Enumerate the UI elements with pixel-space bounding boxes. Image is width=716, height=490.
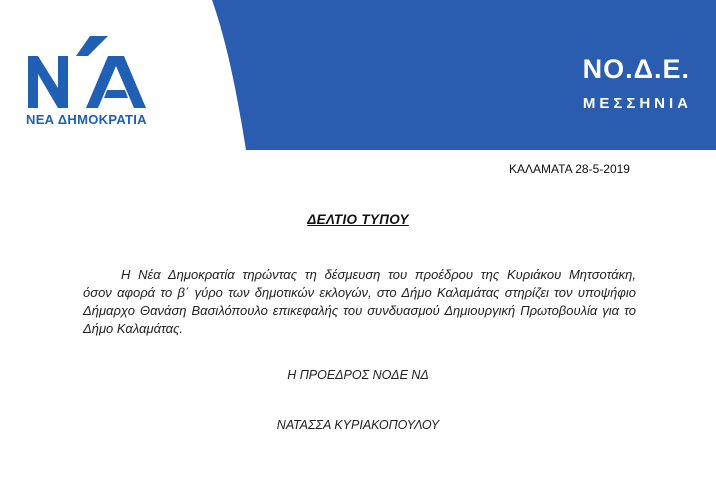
letterhead <box>0 0 716 150</box>
document-title: ΔΕΛΤΙΟ ΤΥΠΟΥ <box>307 212 409 227</box>
press-release-body <box>83 266 636 338</box>
document-date: ΚΑΛΑΜΑΤΑ 28-5-2019 <box>509 162 630 176</box>
organization-title: ΝΟ.Δ.Ε. <box>582 54 690 84</box>
body-line: Δήμο Καλαμάτας. <box>83 321 184 336</box>
signer-role: Η ΠΡΟΕΔΡΟΣ ΝΟΔΕ ΝΔ <box>287 368 429 382</box>
body-line: Δήμαρχο Θανάση Βασιλόπουλο επικεφαλής του συνδυασμού Δημιουργική Πρωτοβουλία για το <box>83 303 636 318</box>
signer-name: ΝΑΤΑΣΣΑ ΚΥΡΙΑΚΟΠΟΥΛΟΥ <box>276 418 440 432</box>
body-line: όσον αφορά το β΄ γύρο των δημοτικών εκλογών, στο Δήμο Καλαμάτας στηρίζει τον υποψήφιο <box>83 285 636 300</box>
body-line: Η Νέα Δημοκρατία τηρώντας τη δέσμευση του προέδρου της Κυριάκου Μητσοτάκη, <box>121 267 636 282</box>
logo-caption: ΝΕΑ ΔΗΜΟΚΡΑΤΙΑ <box>26 112 147 127</box>
organization-subtitle: ΜΕΣΣΗΝΙΑ <box>582 95 692 112</box>
